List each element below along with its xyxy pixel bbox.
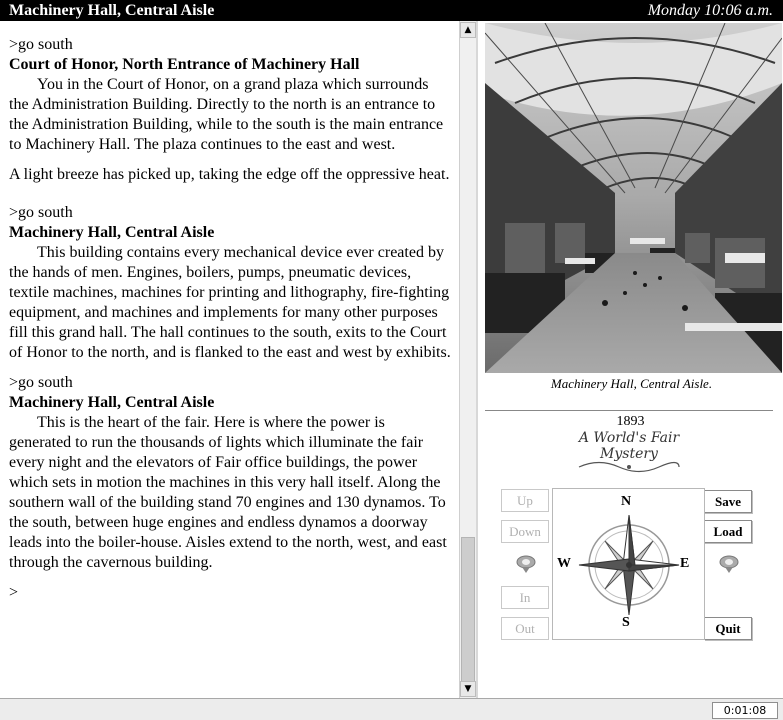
flourish-icon	[574, 460, 684, 474]
title-bar	[0, 0, 783, 21]
bell-icon[interactable]	[718, 553, 740, 575]
compass-west[interactable]: W	[557, 556, 571, 571]
logo-text: A World's Fair Mystery	[578, 430, 680, 462]
out-button[interactable]: Out	[501, 617, 549, 640]
player-command: >go south	[9, 204, 73, 221]
room-description: This is the heart of the fair. Here is where the power is generated to run the thousands of lights which illuminate the fair every night and the elevators of Fair office buildings, the power which sets in motion the machines in this very hall itself. Along the southern wall of the building stand 70 engines and 130 dynamos. To the south, between huge engines and endless dynamos a doorway leads into the boiler-house. Aisles extend to the north, west, and east through the cavernous building.	[9, 414, 447, 571]
sidebar-separator	[485, 410, 773, 411]
player-command: >go south	[9, 36, 73, 53]
scroll-down-arrow-icon[interactable]: ▼	[460, 681, 476, 697]
event-message: A light breeze has picked up, taking the edge off the oppressive heat.	[9, 166, 450, 183]
compass-south[interactable]: S	[622, 615, 630, 630]
compass-rose[interactable]	[552, 488, 705, 640]
room-title: Machinery Hall, Central Aisle	[9, 394, 215, 411]
game-datetime: Monday 10:06 a.m.	[647, 2, 773, 19]
bell-icon[interactable]	[515, 553, 537, 575]
down-button[interactable]: Down	[501, 520, 549, 543]
transcript-entry	[9, 35, 451, 185]
compass-rose-icon	[575, 511, 683, 619]
photo-caption: Machinery Hall, Central Aisle.	[550, 376, 713, 391]
elapsed-timer: 0:01:08	[712, 702, 778, 719]
up-button[interactable]: Up	[501, 489, 549, 512]
load-button[interactable]: Load	[704, 520, 752, 543]
room-description: This building contains every mechanical device ever created by the hands of men. Engines, boilers, pumps, pneumatic devices, textile machines, machines for printing and lithography, fire-fighting equipment, and machines and implements for many other purposes fill this grand hall. The hall continues to the south, exits to the Court of Honor to the north, and is flanked to the east and west by exhibits.	[9, 244, 451, 361]
sidebar-panel	[478, 21, 783, 698]
current-location: Machinery Hall, Central Aisle	[9, 2, 215, 19]
story-scrollbar[interactable]	[459, 21, 476, 698]
scrollbar-thumb[interactable]	[461, 537, 475, 683]
game-year: 1893	[616, 414, 645, 429]
room-description: You in the Court of Honor, on a grand plaza which surrounds the Administration Building. Directly to the north is an entrance to the Administration Building, while to the south is the main entrance to Machinery Hall. The plaza continues to the east and west.	[9, 76, 444, 153]
player-command: >go south	[9, 374, 73, 391]
compass-east[interactable]: E	[680, 556, 690, 571]
transcript-entry	[9, 203, 451, 363]
quit-button[interactable]: Quit	[704, 617, 752, 640]
compass-north[interactable]: N	[621, 494, 632, 509]
game-logo	[554, 430, 704, 470]
command-prompt[interactable]: >	[9, 584, 19, 601]
transcript-entry	[9, 373, 451, 573]
room-title: Court of Honor, North Entrance of Machinery Hall	[9, 56, 360, 73]
status-bar	[0, 698, 783, 720]
machinery-hall-photo-image	[485, 23, 782, 373]
room-title: Machinery Hall, Central Aisle	[9, 224, 215, 241]
location-photo	[485, 23, 782, 373]
story-transcript[interactable]	[0, 21, 459, 698]
scroll-up-arrow-icon[interactable]: ▲	[460, 22, 476, 38]
save-button[interactable]: Save	[704, 490, 752, 513]
in-button[interactable]: In	[501, 586, 549, 609]
